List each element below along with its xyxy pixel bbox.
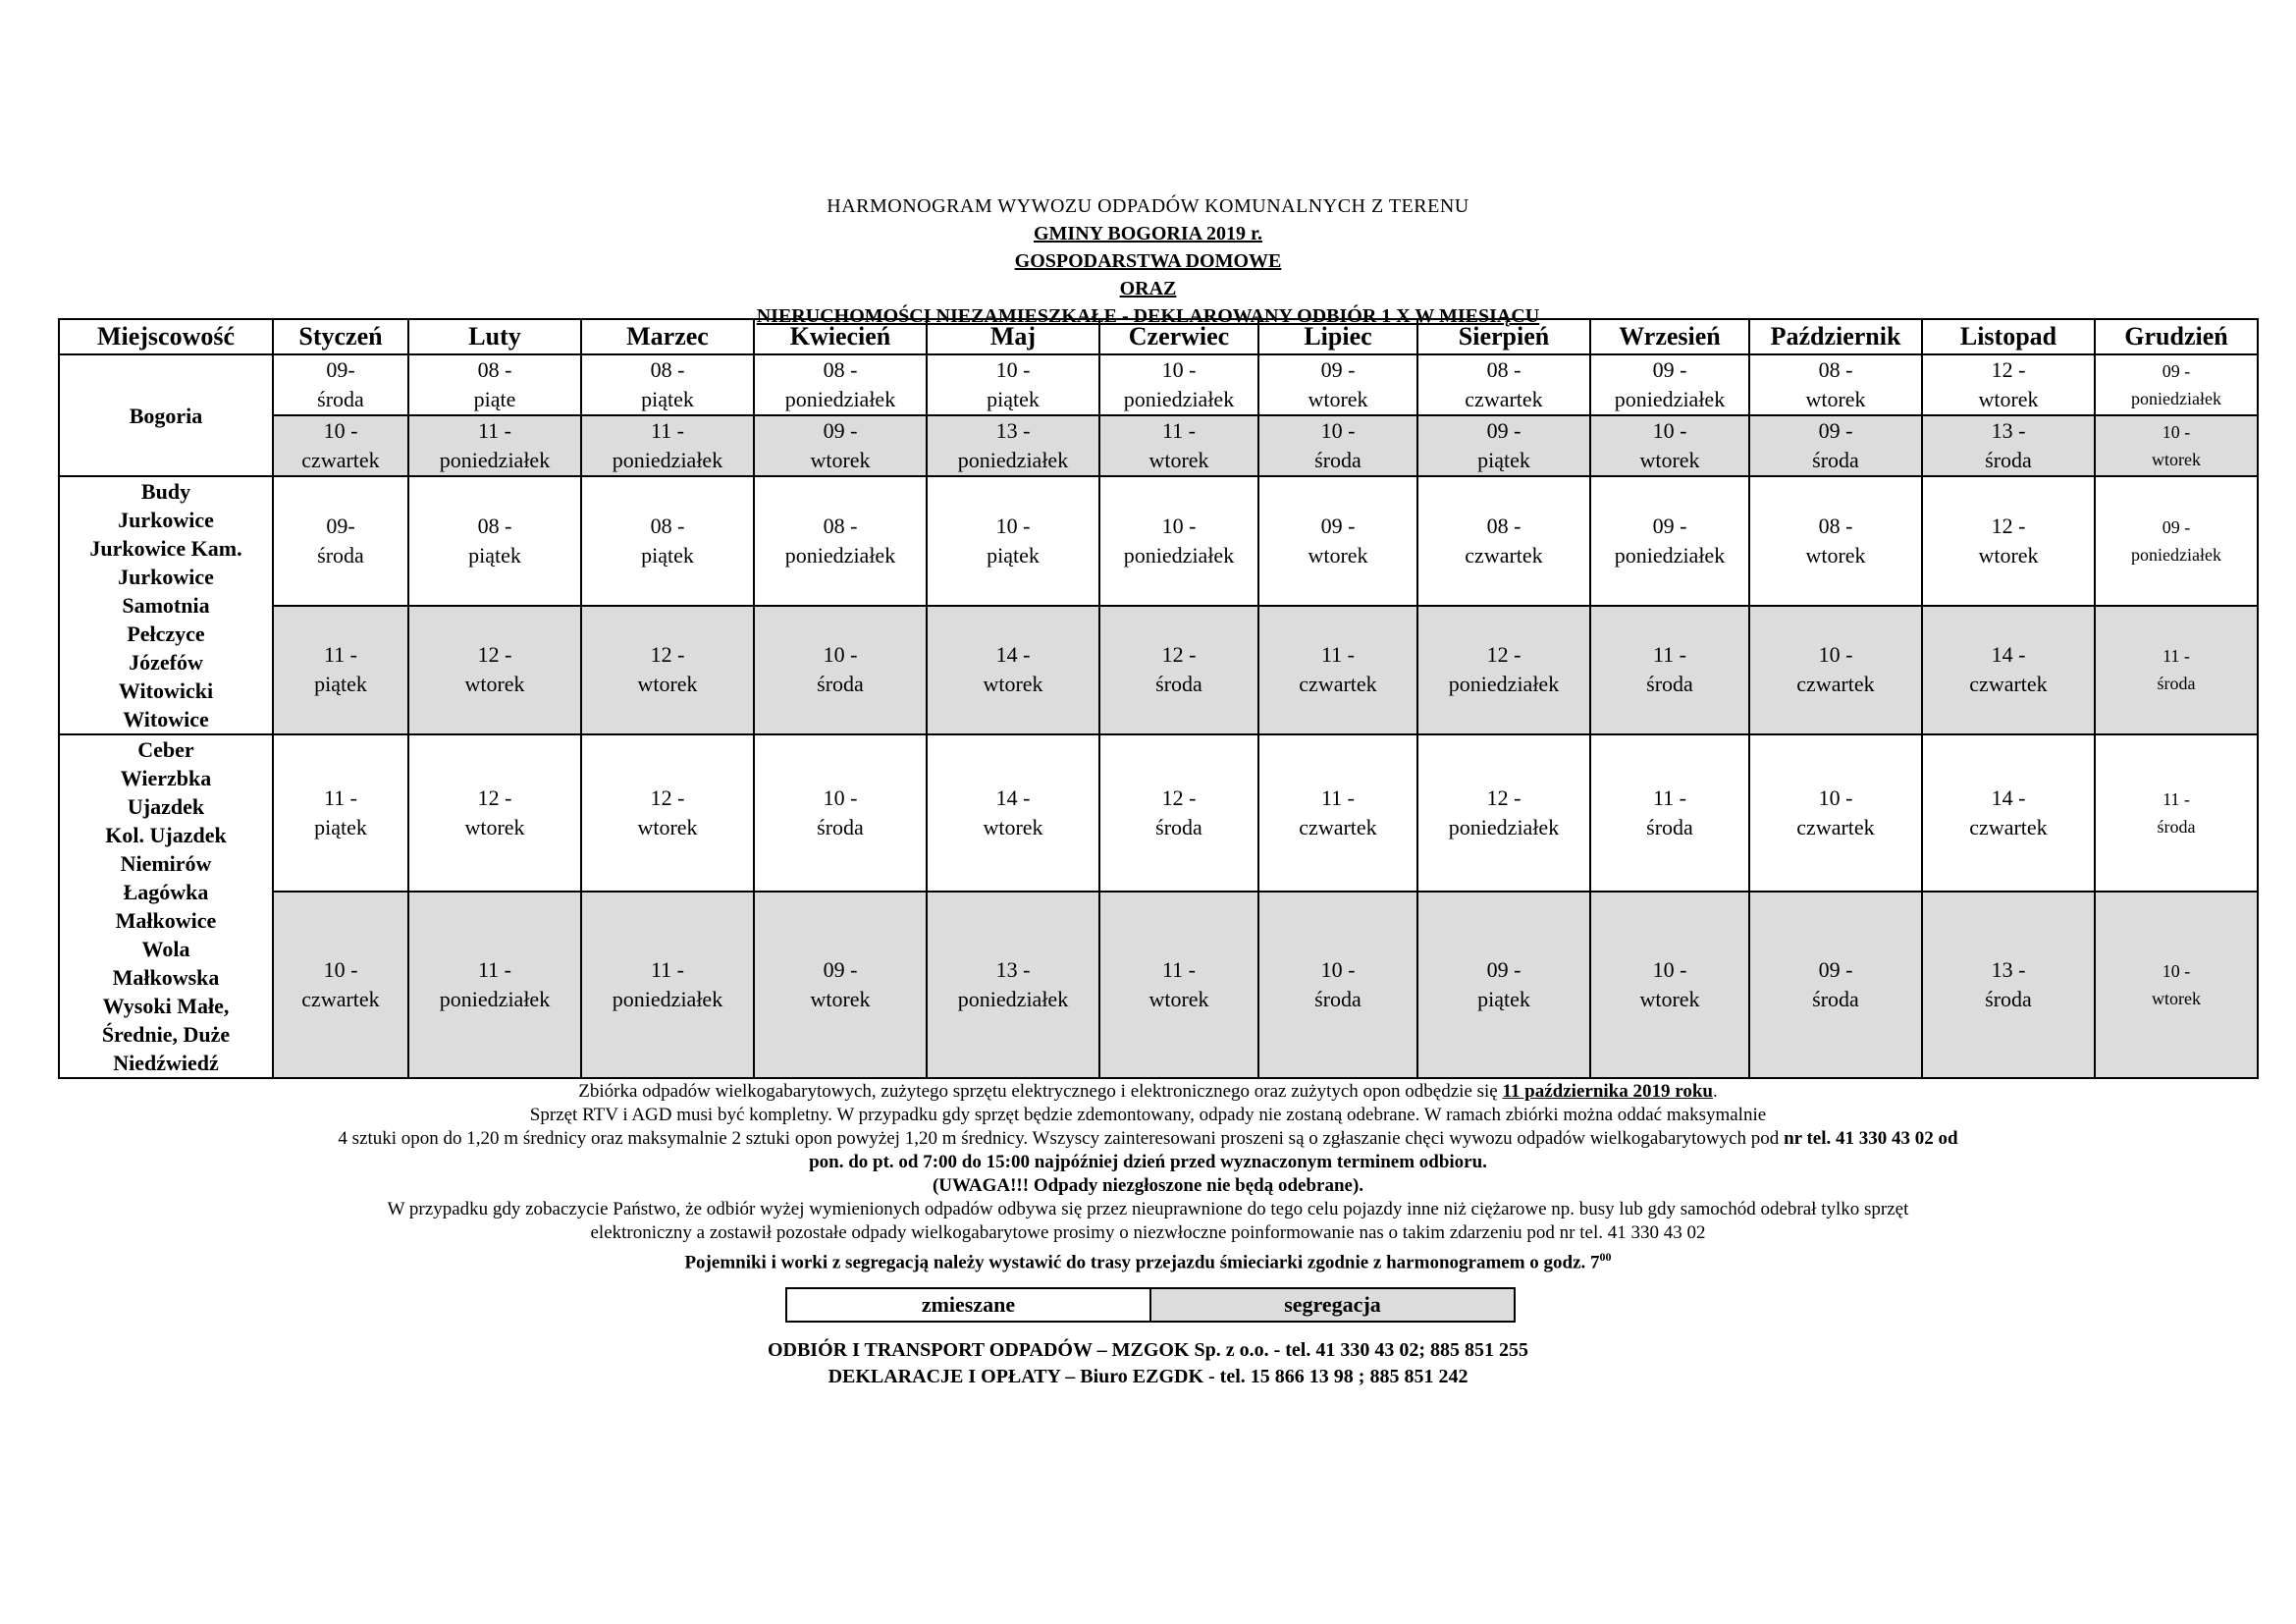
weekday: wtorek (2152, 450, 2201, 469)
weekday: piąte (473, 387, 516, 411)
day-number: 10 - (1161, 513, 1197, 538)
weekday: czwartek (1969, 814, 2048, 839)
weekday: środa (1646, 814, 1693, 839)
date-cell (581, 606, 754, 735)
month-header: Lipiec (1258, 319, 1417, 354)
footer (0, 1337, 2296, 1390)
date-cell (927, 354, 1099, 415)
weekday: środa (1812, 448, 1859, 472)
date-cell (581, 734, 754, 892)
weekday: poniedziałek (439, 986, 551, 1011)
schedule-row (59, 892, 2258, 1078)
schedule-row (59, 354, 2258, 415)
location-cell (59, 354, 273, 476)
day-number: 10 - (1652, 956, 1687, 982)
weekday: środa (2157, 816, 2196, 837)
weekday: czwartek (1969, 672, 2048, 697)
date-cell (1590, 476, 1749, 606)
weekday: piątek (1477, 986, 1530, 1011)
weekday: czwartek (1299, 672, 1377, 697)
weekday: piątek (1477, 448, 1530, 472)
legend-table (785, 1287, 1516, 1323)
weekday: wtorek (2152, 988, 2201, 1008)
day-number: 14 - (1991, 785, 2026, 810)
date-cell (1258, 354, 1417, 415)
location-name: Jurkowice Kam. (89, 536, 242, 561)
day-number: 12 - (477, 642, 512, 668)
header-title: HARMONOGRAM WYWOZU ODPADÓW KOMUNALNYCH Z TERENU (827, 195, 1469, 217)
document-header (0, 192, 2296, 330)
schedule-table (58, 318, 2259, 1079)
day-number: 08 - (477, 513, 512, 538)
date-cell (273, 476, 408, 606)
note-time-sup: 00 (1599, 1250, 1612, 1264)
weekday: środa (1155, 814, 1202, 839)
weekday: wtorek (464, 672, 525, 697)
collection-date: 11 października 2019 roku (1502, 1081, 1713, 1102)
weekday: wtorek (637, 814, 698, 839)
day-number: 09 - (1818, 956, 1853, 982)
date-cell (1922, 415, 2095, 476)
date-cell (408, 892, 581, 1078)
weekday: czwartek (301, 986, 380, 1011)
weekday: poniedziałek (612, 986, 723, 1011)
weekday: piątek (314, 814, 367, 839)
note-bulky-date (0, 1080, 2296, 1104)
day-number: 12 - (1991, 357, 2026, 382)
date-cell (1922, 354, 2095, 415)
weekday: poniedziałek (1448, 672, 1560, 697)
day-number: 08 - (650, 513, 685, 538)
date-cell (1417, 734, 1590, 892)
month-header: Kwiecień (754, 319, 927, 354)
weekday: środa (1985, 986, 2032, 1011)
weekday: wtorek (810, 986, 871, 1011)
date-cell (1099, 734, 1258, 892)
date-cell (273, 606, 408, 735)
date-cell (1258, 415, 1417, 476)
location-name: Kol. Ujazdek (105, 823, 227, 847)
month-header: Czerwiec (1099, 319, 1258, 354)
weekday: piątek (987, 387, 1040, 411)
date-cell (1417, 606, 1590, 735)
location-name: Budy (140, 479, 191, 504)
date-cell (581, 415, 754, 476)
month-header: Listopad (1922, 319, 2095, 354)
weekday: wtorek (1148, 986, 1209, 1011)
location-cell (59, 734, 273, 1078)
date-cell (2095, 354, 2258, 415)
note-phone: nr tel. 41 330 43 02 od (1784, 1128, 1958, 1149)
day-number: 11 - (2163, 646, 2190, 667)
location-name: Jurkowice (118, 565, 214, 589)
weekday: wtorek (810, 448, 871, 472)
schedule-row (59, 476, 2258, 606)
month-header: Wrzesień (1590, 319, 1749, 354)
note-unauthorized: W przypadku gdy zobaczycie Państwo, że odbiór wyżej wymienionych odpadów odbywa się przez nieuprawnione do tego celu pojazdy inne niż ciężarowe np. busy lub gdy samochód odebrał tylko sprzęt (387, 1199, 1909, 1219)
weekday: poniedziałek (1614, 387, 1726, 411)
weekday: wtorek (1639, 448, 1700, 472)
date-cell (2095, 476, 2258, 606)
footer-transport: ODBIÓR I TRANSPORT ODPADÓW – MZGOK Sp. z o.o. - tel. 41 330 43 02; 885 851 255 (767, 1339, 1529, 1361)
day-number: 10 - (2162, 960, 2191, 981)
weekday: poniedziałek (957, 986, 1069, 1011)
day-number: 09 - (1652, 357, 1687, 382)
date-cell (754, 892, 927, 1078)
date-cell (1590, 354, 1749, 415)
weekday: wtorek (1805, 542, 1866, 568)
weekday: środa (1314, 448, 1362, 472)
weekday: wtorek (983, 814, 1043, 839)
date-cell (927, 734, 1099, 892)
date-cell (1749, 476, 1922, 606)
weekday: środa (817, 814, 864, 839)
day-number: 10 - (1161, 357, 1197, 382)
day-number: 10 - (823, 642, 858, 668)
month-header: Sierpień (1417, 319, 1590, 354)
location-name: Józefów (129, 650, 203, 675)
weekday: poniedziałek (612, 448, 723, 472)
date-cell (1590, 892, 1749, 1078)
month-header: Maj (927, 319, 1099, 354)
weekday: wtorek (1805, 387, 1866, 411)
date-cell (273, 415, 408, 476)
date-cell (1749, 734, 1922, 892)
day-number: 13 - (1991, 418, 2026, 443)
day-number: 11 - (477, 956, 511, 982)
day-number: 09- (326, 513, 355, 538)
day-number: 11 - (650, 418, 684, 443)
day-number: 09 - (1486, 418, 1522, 443)
day-number: 09 - (1652, 513, 1687, 538)
weekday: poniedziałek (2131, 389, 2221, 408)
note-text: Zbiórka odpadów wielkogabarytowych, zużytego sprzętu elektrycznego i elektronicznego oraz zużytych opon odbędzie się (578, 1081, 1503, 1102)
weekday: wtorek (637, 672, 698, 697)
schedule-header-row (59, 319, 2258, 354)
day-number: 09 - (823, 418, 858, 443)
day-number: 08 - (1818, 357, 1853, 382)
weekday: środa (1812, 986, 1859, 1011)
weekday: środa (317, 387, 364, 411)
note-text: Pojemniki i worki z segregacją należy wystawić do trasy przejazdu śmieciarki zgodnie z harmonogramem o godz. 7 (684, 1252, 1600, 1273)
weekday: wtorek (1308, 387, 1368, 411)
date-cell (1922, 892, 2095, 1078)
weekday: wtorek (983, 672, 1043, 697)
day-number: 09 - (1320, 513, 1356, 538)
day-number: 11 - (1161, 956, 1196, 982)
location-name: Niedźwiedź (113, 1051, 219, 1075)
day-number: 10 - (1818, 642, 1853, 668)
day-number: 11 - (1652, 785, 1686, 810)
date-cell (1749, 415, 1922, 476)
weekday: czwartek (1299, 814, 1377, 839)
location-name: Średnie, Duże (101, 1022, 231, 1047)
date-cell (408, 606, 581, 735)
legend-segregated: segregacja (1150, 1288, 1515, 1322)
date-cell (754, 606, 927, 735)
day-number: 08 - (1818, 513, 1853, 538)
date-cell (1417, 476, 1590, 606)
day-number: 08 - (650, 357, 685, 382)
weekday: piątek (468, 542, 521, 568)
month-header: Luty (408, 319, 581, 354)
location-header: Miejscowość (59, 319, 273, 354)
note-bins (0, 1245, 2296, 1274)
day-number: 08 - (1486, 513, 1522, 538)
location-name: Wierzbka (120, 766, 212, 790)
day-number: 10 - (823, 785, 858, 810)
location-name: Małkowska (112, 965, 220, 990)
date-cell (1590, 606, 1749, 735)
weekday: środa (817, 672, 864, 697)
date-cell (1099, 354, 1258, 415)
day-number: 08 - (1486, 357, 1522, 382)
date-cell (581, 476, 754, 606)
legend-mixed: zmieszane (786, 1288, 1150, 1322)
date-cell (1099, 892, 1258, 1078)
date-cell (754, 734, 927, 892)
date-cell (1590, 734, 1749, 892)
date-cell (2095, 734, 2258, 892)
date-cell (1417, 354, 1590, 415)
header-households: GOSPODARSTWA DOMOWE (1014, 250, 1282, 272)
weekday: czwartek (301, 448, 380, 472)
month-header: Styczeń (273, 319, 408, 354)
day-number: 14 - (995, 785, 1031, 810)
day-number: 12 - (650, 642, 685, 668)
note-text: 4 sztuki opon do 1,20 m średnicy oraz maksymalnie 2 sztuki opon powyżej 1,20 m średnicy. Wszyscy zainteresowani proszeni są o zgłaszanie chęci wywozu odpadów wielkogabarytowych pod (338, 1128, 1785, 1149)
footer-declarations: DEKLARACJE I OPŁATY – Biuro EZGDK - tel. 15 866 13 98 ; 885 851 242 (828, 1366, 1468, 1387)
location-name: Bogoria (129, 403, 203, 428)
day-number: 12 - (1486, 642, 1522, 668)
date-cell (1258, 734, 1417, 892)
note-hours: pon. do pt. od 7:00 do 15:00 najpóźniej dzień przed wyznaczonym terminem odbioru. (809, 1152, 1487, 1172)
date-cell (927, 892, 1099, 1078)
weekday: środa (2157, 674, 2196, 694)
date-cell (1590, 415, 1749, 476)
date-cell (1258, 476, 1417, 606)
location-name: Niemirów (120, 851, 212, 876)
date-cell (1258, 606, 1417, 735)
day-number: 12 - (1486, 785, 1522, 810)
note-warning: (UWAGA!!! Odpady niezgłoszone nie będą odebrane). (932, 1175, 1364, 1196)
day-number: 11 - (1161, 418, 1196, 443)
date-cell (1749, 354, 1922, 415)
date-cell (927, 606, 1099, 735)
day-number: 10 - (1320, 418, 1356, 443)
weekday: poniedziałek (1123, 542, 1235, 568)
weekday: piątek (314, 672, 367, 697)
day-number: 10 - (1320, 956, 1356, 982)
note-tires (0, 1127, 2296, 1151)
weekday: wtorek (464, 814, 525, 839)
date-cell (1099, 476, 1258, 606)
date-cell (273, 354, 408, 415)
day-number: 13 - (995, 418, 1031, 443)
day-number: 12 - (650, 785, 685, 810)
date-cell (754, 415, 927, 476)
date-cell (927, 415, 1099, 476)
day-number: 14 - (1991, 642, 2026, 668)
weekday: wtorek (1148, 448, 1209, 472)
day-number: 09 - (1486, 956, 1522, 982)
note-report: elektroniczny a zostawił pozostałe odpady wielkogabarytowe prosimy o niezwłoczne poinformowanie nas o takim zdarzeniu pod nr tel. 41 330 43 02 (590, 1222, 1706, 1243)
weekday: wtorek (1978, 542, 2039, 568)
header-municipality: GMINY BOGORIA 2019 r. (1034, 223, 1262, 244)
day-number: 11 - (650, 956, 684, 982)
weekday: poniedziałek (957, 448, 1069, 472)
weekday: wtorek (1639, 986, 1700, 1011)
weekday: poniedziałek (784, 387, 896, 411)
day-number: 11 - (477, 418, 511, 443)
date-cell (1099, 415, 1258, 476)
date-cell (927, 476, 1099, 606)
day-number: 12 - (477, 785, 512, 810)
day-number: 10 - (323, 956, 358, 982)
month-header: Grudzień (2095, 319, 2258, 354)
date-cell (408, 354, 581, 415)
day-number: 11 - (323, 785, 357, 810)
weekday: środa (1155, 672, 1202, 697)
location-name: Witowicki (118, 678, 214, 703)
schedule-body (59, 354, 2258, 1078)
day-number: 09 - (2162, 361, 2191, 381)
month-header: Marzec (581, 319, 754, 354)
weekday: wtorek (1978, 387, 2039, 411)
date-cell (1922, 476, 2095, 606)
day-number: 10 - (995, 357, 1031, 382)
schedule-row (59, 734, 2258, 892)
date-cell (1749, 892, 1922, 1078)
date-cell (2095, 606, 2258, 735)
day-number: 09 - (823, 956, 858, 982)
date-cell (2095, 892, 2258, 1078)
location-name: Witowice (123, 707, 209, 731)
day-number: 11 - (1320, 785, 1355, 810)
date-cell (1922, 606, 2095, 735)
day-number: 11 - (2163, 788, 2190, 809)
weekday: czwartek (1465, 387, 1543, 411)
location-cell (59, 476, 273, 734)
month-header: Październik (1749, 319, 1922, 354)
note-rtv-agd: Sprzęt RTV i AGD musi być kompletny. W przypadku gdy sprzęt będzie zdemontowany, odpady nie zostaną odebrane. W ramach zbiórki można oddać maksymalnie (529, 1105, 1767, 1125)
location-name: Samotnia (122, 593, 210, 618)
day-number: 10 - (1818, 785, 1853, 810)
weekday: środa (1314, 986, 1362, 1011)
location-name: Pełczyce (127, 622, 205, 646)
day-number: 10 - (323, 418, 358, 443)
weekday: czwartek (1796, 814, 1875, 839)
header-and: ORAZ (1119, 278, 1177, 299)
day-number: 13 - (995, 956, 1031, 982)
location-name: Łagówka (123, 880, 209, 904)
day-number: 12 - (1161, 642, 1197, 668)
day-number: 11 - (1320, 642, 1355, 668)
day-number: 10 - (995, 513, 1031, 538)
weekday: środa (1985, 448, 2032, 472)
weekday: poniedziałek (1123, 387, 1235, 411)
day-number: 08 - (477, 357, 512, 382)
day-number: 09 - (1818, 418, 1853, 443)
weekday: poniedziałek (1614, 542, 1726, 568)
day-number: 08 - (823, 357, 858, 382)
day-number: 08 - (823, 513, 858, 538)
location-name: Ceber (137, 737, 194, 762)
date-cell (273, 892, 408, 1078)
day-number: 09- (326, 357, 355, 382)
day-number: 11 - (1652, 642, 1686, 668)
weekday: piątek (641, 542, 694, 568)
day-number: 13 - (1991, 956, 2026, 982)
date-cell (581, 892, 754, 1078)
location-name: Małkowice (115, 908, 217, 933)
schedule-row (59, 415, 2258, 476)
date-cell (408, 415, 581, 476)
date-cell (273, 734, 408, 892)
date-cell (581, 354, 754, 415)
header-non-residential: NIERUCHOMOŚCI NIEZAMIESZKAŁE - DEKLAROWANY ODBIÓR 1 X W MIESIĄCU (756, 305, 1540, 327)
date-cell (1922, 734, 2095, 892)
date-cell (1099, 606, 1258, 735)
location-name: Jurkowice (118, 508, 214, 532)
notes (0, 1080, 2296, 1274)
date-cell (1417, 415, 1590, 476)
weekday: poniedziałek (1448, 814, 1560, 839)
day-number: 14 - (995, 642, 1031, 668)
weekday: poniedziałek (439, 448, 551, 472)
date-cell (754, 476, 927, 606)
weekday: czwartek (1796, 672, 1875, 697)
date-cell (1258, 892, 1417, 1078)
date-cell (408, 476, 581, 606)
day-number: 09 - (1320, 357, 1356, 382)
date-cell (1417, 892, 1590, 1078)
date-cell (408, 734, 581, 892)
day-number: 11 - (323, 642, 357, 668)
note-text: . (1712, 1081, 1718, 1102)
weekday: poniedziałek (2131, 544, 2221, 565)
schedule-row (59, 606, 2258, 735)
date-cell (2095, 415, 2258, 476)
weekday: poniedziałek (784, 542, 896, 568)
weekday: czwartek (1465, 542, 1543, 568)
location-name: Wola (141, 937, 190, 961)
day-number: 10 - (2162, 422, 2191, 442)
date-cell (754, 354, 927, 415)
weekday: piątek (987, 542, 1040, 568)
day-number: 09 - (2162, 516, 2191, 537)
date-cell (1749, 606, 1922, 735)
day-number: 10 - (1652, 418, 1687, 443)
day-number: 12 - (1161, 785, 1197, 810)
weekday: wtorek (1308, 542, 1368, 568)
location-name: Ujazdek (127, 794, 205, 819)
weekday: piątek (641, 387, 694, 411)
day-number: 12 - (1991, 513, 2026, 538)
weekday: środa (1646, 672, 1693, 697)
location-name: Wysoki Małe, (102, 994, 230, 1018)
weekday: środa (317, 542, 364, 568)
